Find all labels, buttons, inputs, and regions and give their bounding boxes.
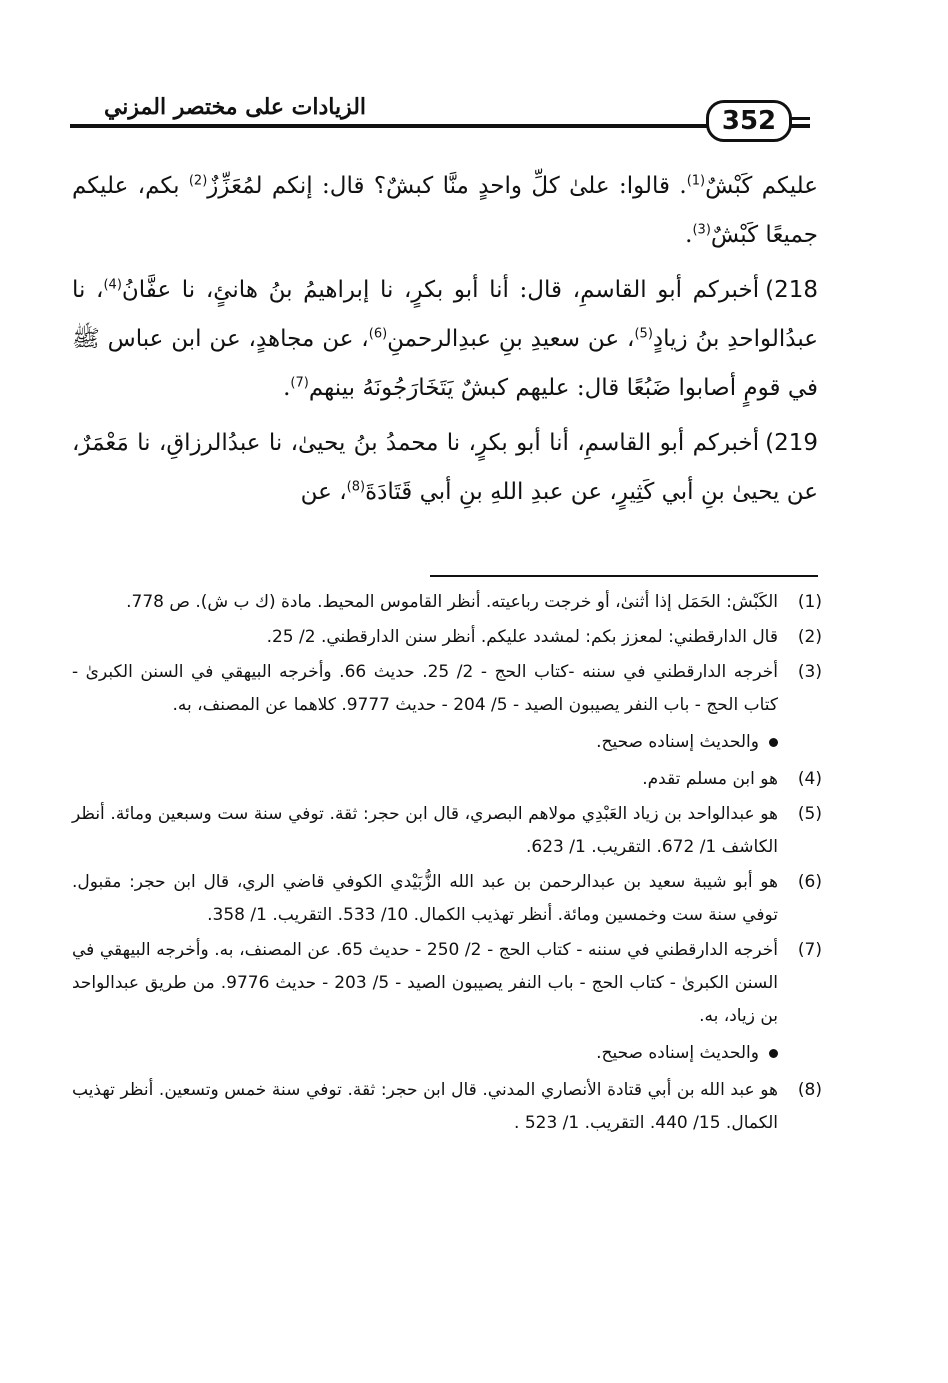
footnotes <box>72 586 822 1142</box>
footnote-ref: (4) <box>103 277 122 293</box>
footnote-text: هو عبد الله بن أبي قتادة الأنصاري المدني. قال ابن حجر: ثقة. توفي سنة خمس وتسعين. أنظر تهذيب الكمال. 15/ 440. التقريب. 1/ 523 . <box>72 1080 778 1133</box>
footnote-5 <box>72 798 822 864</box>
footnote-ref: (7) <box>290 375 309 391</box>
footnote-text: هو أبو شيبة سعيد بن عبدالرحمن بن عبد الله الزُّبَيْدي الكوفي قاضي الري، قال ابن حجر: مقبول. توفي سنة ست وخمسين ومائة. أنظر تهذيب الكمال. 10/ 533. التقريب. 1/ 358. <box>72 872 778 925</box>
hadith-number: 218) <box>765 277 818 303</box>
footnote-text: الكَبْش: الحَمَل إذا أثنىٰ، أو خرجت رباعيته. أنظر القاموس المحيط. مادة (ك ب ش). ص 778. <box>126 592 778 612</box>
text-run: أخبركم أبو القاسمِ، قال: أنا أبو بكرٍ، نا إبراهيمُ بنُ هانئٍ، نا عفَّانُ <box>121 277 760 303</box>
hadith-number: 219) <box>765 430 818 456</box>
footnote-number: (8) <box>797 1080 822 1100</box>
footnote-6 <box>72 866 822 932</box>
text-run: ، عن سعيدِ بنِ عبدِالرحمنِ <box>387 326 635 352</box>
footnote-ref: (3) <box>692 222 711 238</box>
text-run: عليكم كَبْشٌ <box>705 173 818 199</box>
footnote-number: (3) <box>797 662 822 682</box>
text-run: ، نا عبدُالواحدِ بنُ زيادٍ <box>72 277 818 352</box>
footnote-ref: (2) <box>188 173 208 189</box>
header-rule <box>70 124 810 128</box>
footnote-number: (6) <box>797 872 822 892</box>
bullet-icon <box>769 738 778 747</box>
footnote-4 <box>72 763 822 796</box>
footnote-7 <box>72 934 822 1070</box>
footnote-text: هو عبدالواحد بن زياد العَبْدِي مولاهم البصري، قال ابن حجر: ثقة. توفي سنة ست وسبعين ومائة. أنظر الكاشف 1/ 672. التقريب. 1/ 623. <box>72 804 778 857</box>
footnote-number: (1) <box>797 592 822 612</box>
hadith-218 <box>72 266 818 413</box>
footnote-ref: (6) <box>368 326 388 342</box>
main-text <box>72 162 818 523</box>
footnote-number: (2) <box>797 627 822 647</box>
footnote-text: هو ابن مسلم تقدم. <box>642 769 778 789</box>
footnote-grading: والحديث إسناده صحيح. <box>596 732 759 752</box>
text-run: ، عن مجاهدٍ، عن ابن عباس ﷺ في قومٍ أصابوا ضَبُعًا قال: عليهم كبشٌ يَتَخَارَجُونَهُ بينهم <box>72 326 818 401</box>
footnote-text: أخرجه الدارقطني في سننه - كتاب الحج - 2/ 250 - حديث 65. عن المصنف، به. وأخرجه البيهقي في السنن الكبرىٰ - كتاب الحج - باب النفر يصيبون الصيد - 5/ 203 - حديث 9776. من طريق عبدالواحد بن زياد، به. <box>72 940 778 1026</box>
text-run: . <box>685 222 693 248</box>
footnote-ref: (1) <box>686 173 706 189</box>
footnote-number: (5) <box>797 804 822 824</box>
hadith-219 <box>72 419 818 517</box>
paragraph-continued <box>72 162 818 260</box>
bullet-icon <box>769 1049 778 1058</box>
footnote-number: (4) <box>797 769 822 789</box>
footnote-text: قال الدارقطني: لمعزز بكم: لمشدد عليكم. أنظر سنن الدارقطني. 2/ 25. <box>266 627 778 647</box>
footnote-grading: والحديث إسناده صحيح. <box>596 1043 759 1063</box>
footnote-3 <box>72 656 822 759</box>
footnote-number: (7) <box>797 940 822 960</box>
text-run: . <box>283 375 291 401</box>
text-run: ، عن <box>300 479 347 505</box>
page-number: 352 <box>706 100 792 142</box>
footnote-8 <box>72 1074 822 1140</box>
text-run: بكم، عليكم جميعًا كَبْشٌ <box>72 173 818 248</box>
footnote-ref: (5) <box>634 326 653 342</box>
footnote-ref: (8) <box>346 479 366 495</box>
footnote-separator <box>430 575 818 577</box>
text-run: . قالوا: علىٰ كلِّ واحدٍ منَّا كبشٌ؟ قال: إنكم لمُعَزِّزٌ <box>207 173 687 199</box>
running-header-title: الزيادات على مختصر المزني <box>103 94 367 120</box>
footnote-1 <box>72 586 822 619</box>
text-run: أخبركم أبو القاسمِ، أنا أبو بكرٍ، نا محمدُ بنُ يحيىٰ، نا عبدُالرزاقِ، نا مَعْمَرٌ، عن يحيىٰ بنِ أبي كَثِيرٍ، عن عبدِ اللهِ بنِ أبي قَتَادَةَ <box>72 430 818 505</box>
footnote-text: أخرجه الدارقطني في سننه -كتاب الحج - 2/ 25. حديث 66. وأخرجه البيهقي في السنن الكبرىٰ - كتاب الحج - باب النفر يصيبون الصيد - 5/ 204 - حديث 9777. كلاهما عن المصنف، به. <box>72 662 778 715</box>
footnote-2 <box>72 621 822 654</box>
